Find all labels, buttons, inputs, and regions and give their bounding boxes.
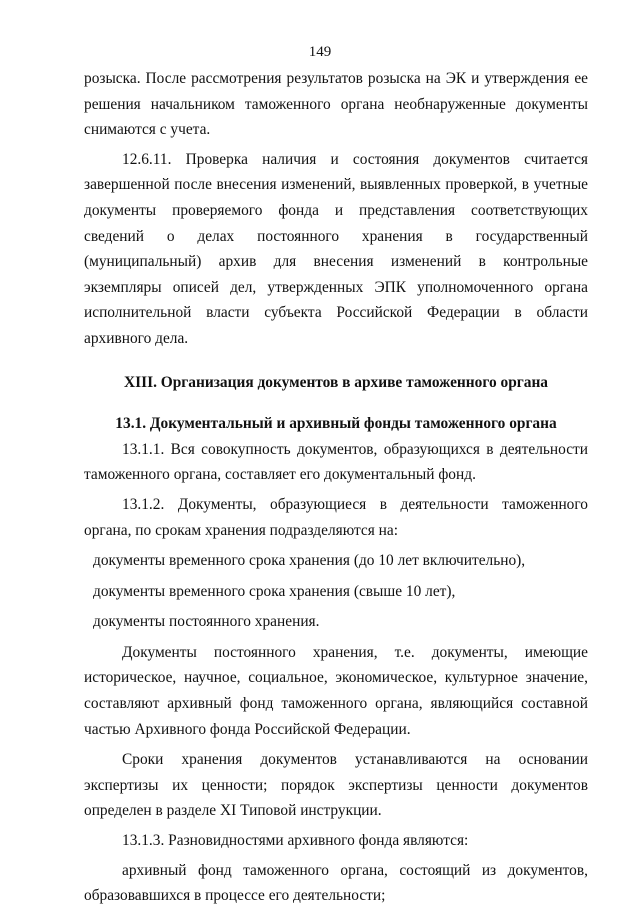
paragraph-archive-fund-types: архивный фонд таможенного органа, состоящий из документов, образовавшихся в процессе его деятельности; <box>84 861 588 905</box>
paragraph-13-1-1: 13.1.1. Вся совокупность документов, образующихся в деятельности таможенного органа, составляет его документальный фонд. <box>84 440 588 484</box>
paragraph-storage-periods: Сроки хранения документов устанавливаются на основании экспертизы их ценности; порядок экспертизы ценности документов определен в разделе XI Типовой инструкции. <box>84 751 588 820</box>
section-heading-xiii: XIII. Организация документов в архиве таможенного органа <box>123 373 549 391</box>
paragraph-permanent-documents: Документы постоянного хранения, т.е. документы, имеющие историческое, научное, социальное, экономическое, культурное значение, составляют архивный фонд таможенного органа, являющийся составной частью Архивного фонда Российской Федерации. <box>84 643 588 738</box>
list-item-permanent: документы постоянного хранения. <box>93 613 320 631</box>
list-item-temporary-over-10: документы временного срока хранения (свыше 10 лет), <box>93 582 456 600</box>
list-item-temporary-up-to-10: документы временного срока хранения (до 10 лет включительно), <box>93 552 526 570</box>
paragraph-13-1-2: 13.1.2. Документы, образующиеся в деятельности таможенного органа, по срокам хранения подразделяются на: <box>84 495 588 539</box>
subsection-heading-13-1: 13.1. Документальный и архивный фонды таможенного органа <box>115 415 557 433</box>
document-body <box>84 66 588 909</box>
paragraph-13-1-3: 13.1.3. Разновидностями архивного фонда являются: <box>122 832 469 850</box>
paragraph-12-6-11: 12.6.11. Проверка наличия и состояния документов считается завершенной после внесения изменений, выявленных проверкой, в учетные документы проверяемого фонда и представления соответствующих сведений о делах постоянного хранения в государственный (муниципальный) архив для внесения изменений в контрольные экземпляры описей дел, утвержденных ЭПК уполномоченного органа исполнительной власти субъекта Российской Федерации в области архивного дела. <box>84 150 588 347</box>
paragraph-search-continuation: розыска. После рассмотрения результатов розыска на ЭК и утверждения ее решения начальником таможенного органа необнаруженные документы снимаются с учета. <box>84 70 588 139</box>
page-number: 149 <box>308 44 332 60</box>
